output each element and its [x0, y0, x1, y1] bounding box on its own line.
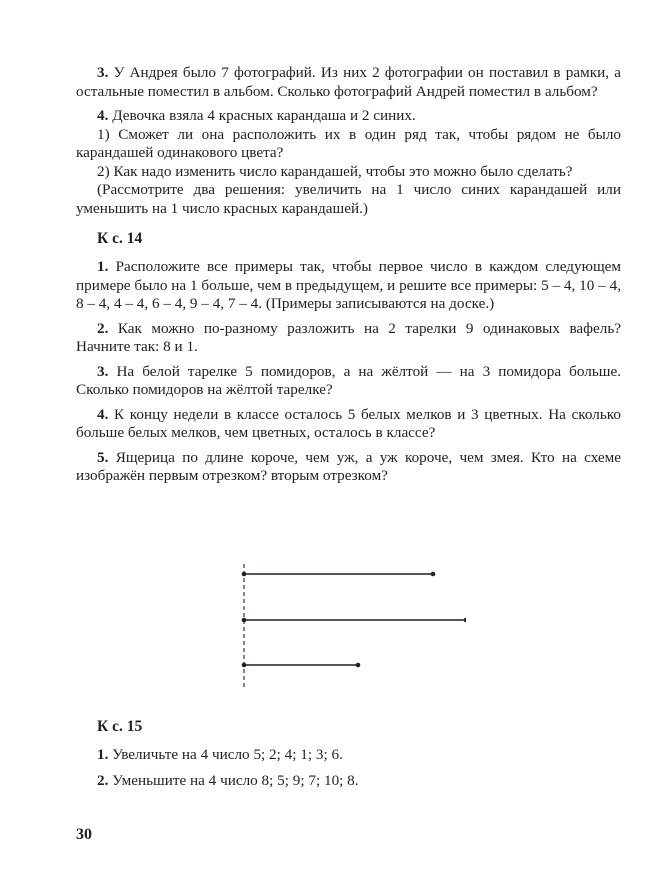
task-number: 2. [97, 319, 109, 337]
task-number: 4. [97, 405, 109, 423]
section-heading-p14: К с. 14 [97, 230, 143, 247]
task-number: 1. [97, 746, 109, 763]
task-text: На белой тарелке 5 помидоров, а на жёлтой — на 3 помидора больше. Сколько помидоров на жёлтой тарелке? [76, 362, 621, 398]
task-text: У Андрея было 7 фотографий. Из них 2 фотографии он поставил в рамки, а остальные поместил в альбом. Сколько фотографий Андрей поместил в альбом? [76, 64, 621, 100]
task-3 [76, 64, 621, 101]
task-text: Ящерица по длине короче, чем уж, а уж короче, чем змея. Кто на схеме изображён первым отрезком? вторым отрезком? [76, 448, 621, 484]
task-number: 3. [97, 362, 109, 380]
task-text: Увеличьте на 4 число 5; 2; 4; 1; 3; 6. [112, 746, 343, 763]
page-content-bottom [76, 718, 621, 790]
task-15-2 [76, 772, 621, 791]
task-14-2 [76, 320, 621, 357]
task-number: 5. [97, 448, 109, 466]
segment-3-start-point [242, 663, 247, 668]
task-text: К концу недели в классе осталось 5 белых мелков и 3 цветных. На сколько больше белых мелков, чем цветных, осталось в классе? [76, 405, 621, 441]
page-number: 30 [76, 826, 92, 843]
segment-1-start-point [242, 572, 247, 577]
task-4-question-1: 1) Сможет ли она расположить их в один ряд так, чтобы рядом не было карандашей одинакового цвета? [76, 125, 621, 161]
page-content [76, 64, 621, 486]
task-text: Уменьшите на 4 число 8; 5; 9; 7; 10; 8. [112, 771, 359, 789]
task-number: 4. [97, 107, 109, 124]
task-14-3 [76, 363, 621, 400]
task-text: Как можно по-разному разложить на 2 тарелки 9 одинаковых вафель? Начните так: 8 и 1. [76, 319, 622, 355]
segment-1-end-point [431, 572, 436, 577]
task-14-4 [76, 406, 621, 443]
section-heading-p15: К с. 15 [97, 718, 143, 735]
task-14-1 [76, 258, 621, 314]
segments-diagram [236, 562, 466, 692]
task-15-1 [76, 746, 621, 765]
task-number: 3. [97, 64, 109, 81]
task-text: Расположите все примеры так, чтобы первое число в каждом следующем примере было на 1 больше, чем в предыдущем, и решите все примеры: 5 – 4, 10 – 4, 8 – 4, 4 – 4, 6 – 4, 9 – 4, 7 – 4. (Примеры записываются на доске.) [76, 258, 621, 312]
segment-2-start-point [242, 618, 247, 623]
task-4 [76, 107, 621, 126]
task-14-5 [76, 449, 621, 486]
task-4-note: (Рассмотрите два решения: увеличить на 1 число синих карандашей или уменьшить на 1 число красных карандашей.) [76, 181, 621, 217]
task-text: Девочка взяла 4 красных карандаша и 2 синих. [112, 107, 416, 124]
task-number: 2. [97, 771, 109, 789]
segment-2-end-point [464, 618, 466, 623]
task-number: 1. [97, 258, 109, 275]
segment-3-end-point [356, 663, 361, 668]
task-4-question-2: 2) Как надо изменить число карандашей, чтобы это можно было сделать? [97, 162, 573, 180]
